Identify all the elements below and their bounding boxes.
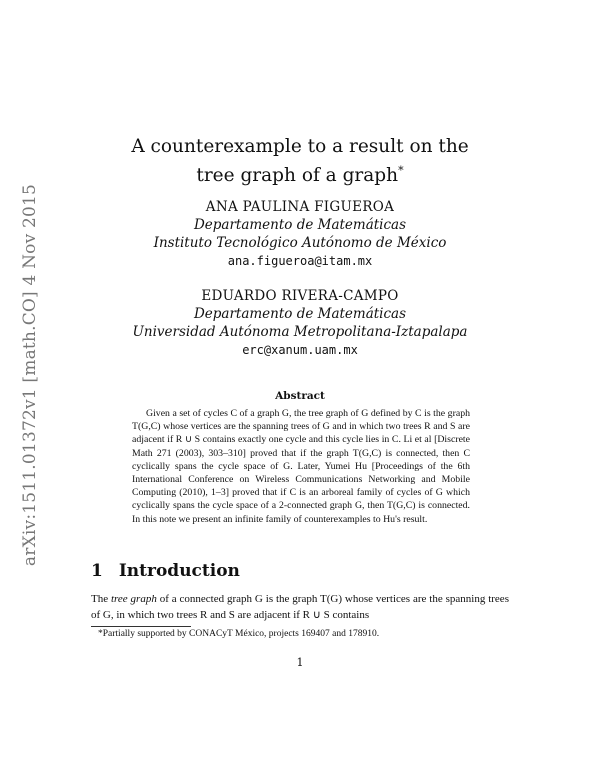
arxiv-sidebar <box>16 183 44 567</box>
title-line-1: A counterexample to a result on the <box>131 136 469 157</box>
title-line-2: tree graph of a graph* <box>196 164 404 187</box>
author-department: Departamento de Matemáticas <box>193 306 407 322</box>
author-name: ANA PAULINA FIGUEROA <box>205 199 395 215</box>
intro-paragraph: The tree graph of a connected graph G is the graph T(G) whose vertices are the spanning trees of G, in which two trees R and S are adjacent if R ∪ S contains <box>91 593 509 621</box>
section-number: 1 <box>91 561 103 581</box>
page-number: 1 <box>296 656 304 669</box>
title-footnote-marker: * <box>398 164 404 177</box>
author-institution: Instituto Tecnológico Autónomo de México <box>153 235 447 251</box>
author-name: EDUARDO RIVERA-CAMPO <box>201 288 399 304</box>
section-title: Introduction <box>118 561 240 581</box>
footnote: *Partially supported by CONACyT México, projects 169407 and 178910. <box>98 629 380 639</box>
author-institution: Universidad Autónoma Metropolitana-Iztapalapa <box>132 324 468 340</box>
arxiv-identifier: arXiv:1511.01372v1 [math.CO] 4 Nov 2015 <box>20 183 40 567</box>
paper-title <box>80 135 520 188</box>
author-email[interactable]: erc@xanum.uam.mx <box>242 343 358 357</box>
abstract-text: Given a set of cycles C of a graph G, the tree graph of G defined by C is the graph T(G,C) whose vertices are the spanning trees of G and in which two trees R and S are adjacent if R ∪ S contains exactly one cycle and this cycle lies in C. Li et al [Discrete Math 271 (2003), 303–310] proved that if the graph T(G,C) is connected, then C cyclically spans the cycle space of G. Later, Yumei Hu [Proceedings of the 6th International Conference on Wireless Communications Networking and Mobile Computing (2010), 1–3] proved that if C is an arboreal family of cycles of G which cyclically spans the cycle space of a 2-connected graph G, then T(G,C) is connected. In this note we present an infinite family of counterexamples to Hu's result. <box>132 408 470 525</box>
section-heading <box>91 561 240 581</box>
abstract-heading: Abstract <box>275 390 325 402</box>
author-email[interactable]: ana.figueroa@itam.mx <box>227 254 373 268</box>
author-block-1 <box>80 198 520 270</box>
intro-term: tree graph <box>110 593 157 605</box>
footnote-rule <box>91 626 191 627</box>
author-block-2 <box>80 287 520 359</box>
author-department: Departamento de Matemáticas <box>193 217 407 233</box>
